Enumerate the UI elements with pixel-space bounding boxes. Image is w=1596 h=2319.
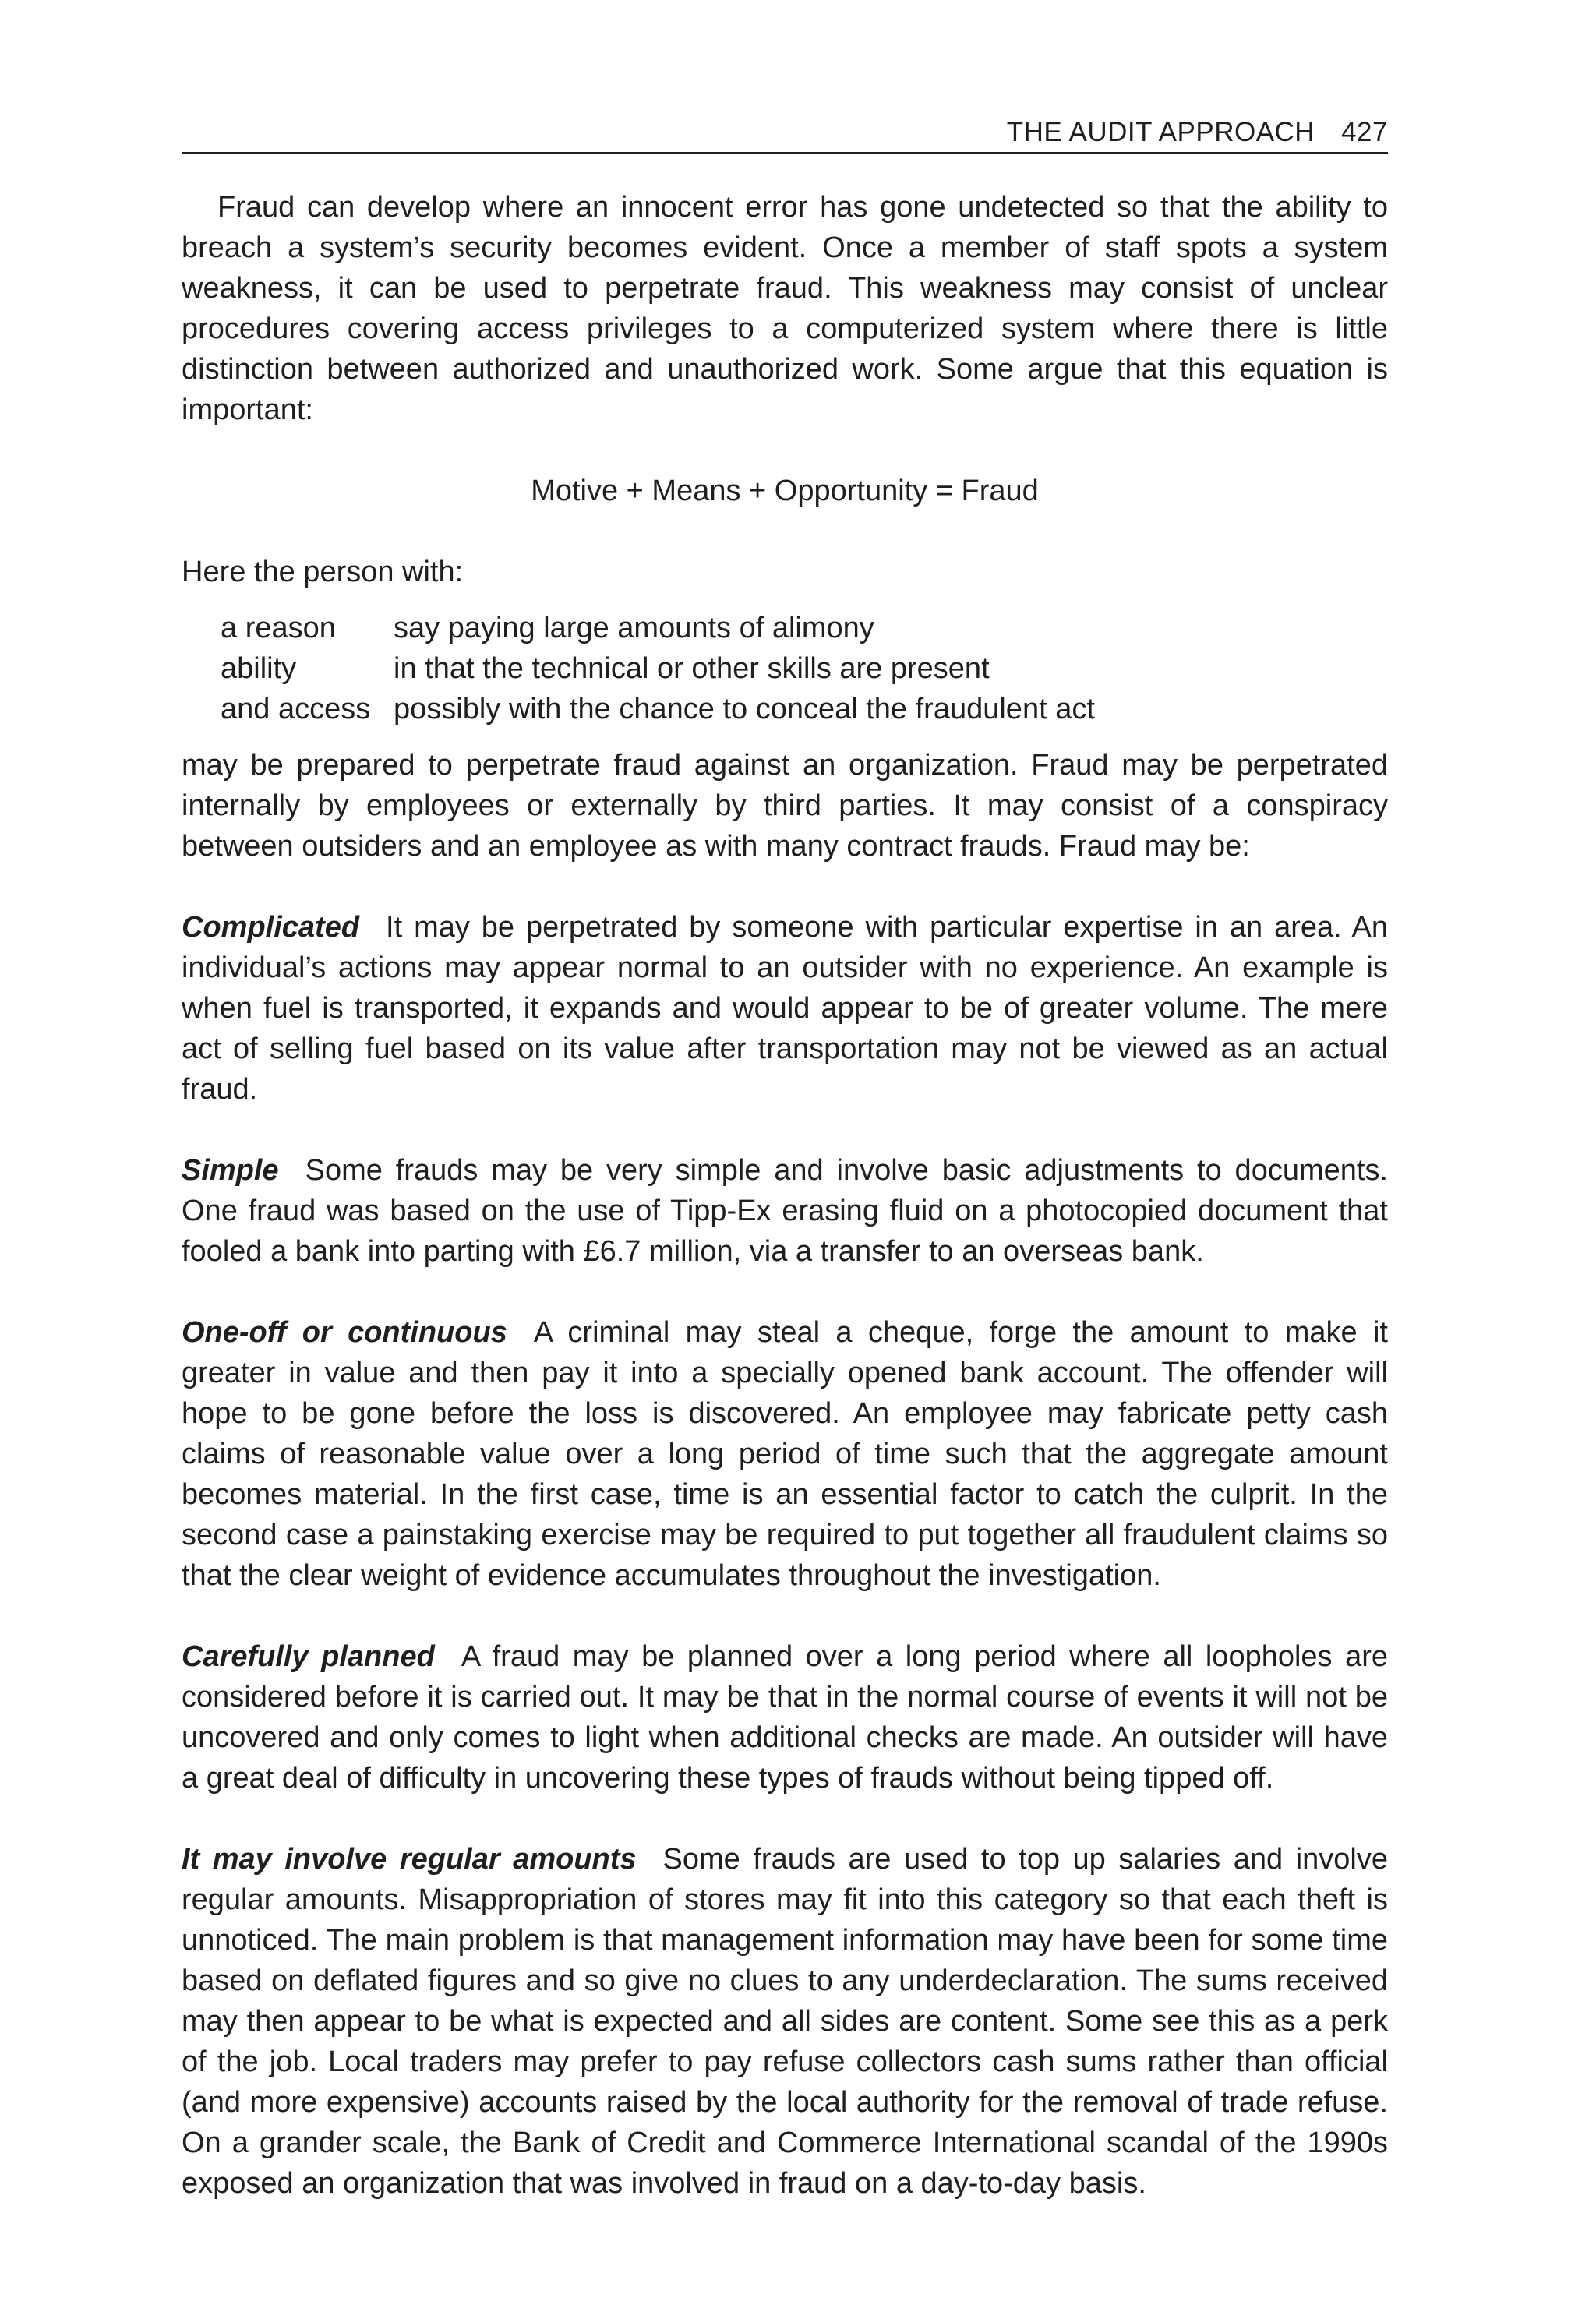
section-text: A fraud may be planned over a long period where all loopholes are considered before it is carried out. It may be that in the normal course of events it will not be uncovered and only comes to light when additional checks are made. An outsider will have a great deal of difficulty in uncovering these types of frauds without being tipped off.: [182, 1640, 1389, 1795]
book-page: [182, 117, 1388, 2204]
section-heading: Simple: [182, 1154, 279, 1187]
running-header-title: THE AUDIT APPROACH: [1006, 117, 1315, 147]
definition-description: in that the technical or other skills are present: [394, 652, 990, 685]
section-one-off-or-continuous: [182, 1312, 1388, 1596]
running-header: [182, 117, 1388, 154]
section-text: It may be perpetrated by someone with particular expertise in an area. An individual’s actions may appear normal to an outsider with no experience. An example is when fuel is transported, it expands and would appear to be of greater volume. The mere act of selling fuel based on its value after transportation may not be viewed as an actual fraud.: [182, 911, 1388, 1106]
definition-row: [221, 608, 1388, 648]
intro-paragraph: Fraud can develop where an innocent error has gone undetected so that the ability to breach a system’s security becomes evident. Once a member of staff spots a system weakness, it can be used to perpetrate fraud. This weakness may consist of unclear procedures covering access privileges to a computerized system where there is little distinction between authorized and unauthorized work. Some argue that this equation is important:: [182, 191, 1388, 426]
section-text: Some frauds are used to top up salaries and involve regular amounts. Misappropriation of stores may fit into this category so that each theft is unnoticed. The main problem is that management information may have been for some time based on deflated figures and so give no clues to any underdeclaration. The sums received may then appear to be what is expected and all sides are content. Some see this as a perk of the job. Local traders may prefer to pay refuse collectors cash sums rather than official (and more expensive) accounts raised by the local authority for the removal of trade refuse. On a grander scale, the Bank of Credit and Commerce International scandal of the 1990s exposed an organization that was involved in fraud on a day-to-day basis.: [182, 1843, 1389, 2200]
section-complicated: [182, 907, 1388, 1110]
section-carefully-planned: [182, 1636, 1388, 1798]
section-heading: Complicated: [182, 911, 360, 944]
definition-term: ability: [221, 652, 297, 685]
section-text: A criminal may steal a cheque, forge the amount to make it greater in value and then pay it into a specially opened bank account. The offender will hope to be gone before the loss is discovered. An employee may fabricate petty cash claims of reasonable value over a long period of time such that the aggregate amount becomes material. In the first case, time is an essential factor to catch the culprit. In the second case a painstaking exercise may be required to put together all fraudulent claims so that the clear weight of evidence accumulates throughout the investigation.: [182, 1316, 1388, 1592]
definition-description: possibly with the chance to conceal the fraudulent act: [394, 693, 1095, 725]
definition-row: [221, 689, 1388, 729]
section-regular-amounts: [182, 1839, 1388, 2204]
list-lead-text: Here the person with:: [182, 556, 464, 588]
page-body: [182, 187, 1388, 2204]
section-heading: One-off or continuous: [182, 1316, 507, 1349]
definition-term: and access: [221, 693, 371, 725]
section-simple: [182, 1150, 1388, 1272]
definition-term: a reason: [221, 612, 336, 644]
definition-list: [221, 608, 1388, 729]
section-text: Some frauds may be very simple and involve basic adjustments to documents. One fraud was based on the use of Tipp-Ex erasing fluid on a photocopied document that fooled a bank into parting with £6.7 million, via a transfer to an overseas bank.: [182, 1154, 1388, 1268]
definition-row: [221, 648, 1388, 689]
fraud-equation: Motive + Means + Opportunity = Fraud: [531, 475, 1039, 507]
section-heading: Carefully planned: [182, 1640, 435, 1673]
after-list-paragraph: may be prepared to perpetrate fraud against an organization. Fraud may be perpetrated internally by employees or externally by third parties. It may consist of a conspiracy between outsiders and an employee as with many contract frauds. Fraud may be:: [182, 749, 1388, 863]
section-heading: It may involve regular amounts: [182, 1843, 637, 1876]
definition-description: say paying large amounts of alimony: [394, 612, 874, 644]
page-number: 427: [1341, 117, 1388, 147]
